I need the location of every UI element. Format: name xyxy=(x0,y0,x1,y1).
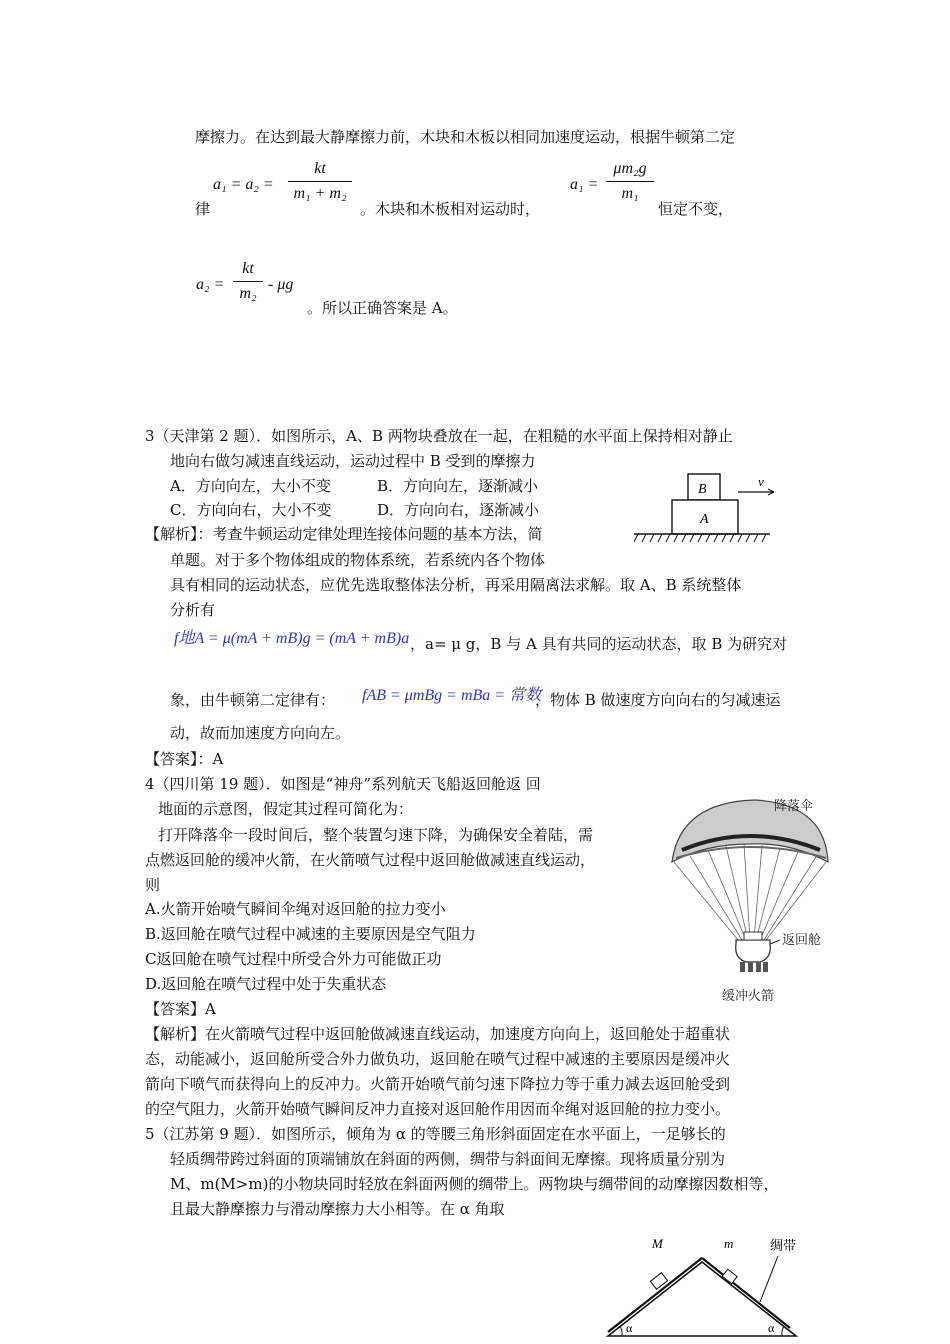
analysis-text: 象，由牛顿第二定律有： xyxy=(170,691,336,709)
question-stem: 3（天津第 2 题）．如图所示，A、B 两物块叠放在一起，在粗糙的水平面上保持相对静止 xyxy=(145,427,733,445)
option-d: D．方向向右，逐渐减小 xyxy=(377,501,540,519)
numerator: kt xyxy=(242,260,254,277)
numerator: μm₂g xyxy=(613,160,647,177)
label-silk-belt: 绸带 xyxy=(770,1239,797,1254)
option-d: D.返回舱在喷气过程中处于失重状态 xyxy=(145,975,387,993)
formula-friction-ground: f地A = μ(mA + mB)g = (mA + mB)a xyxy=(174,630,410,647)
label-block-a: A xyxy=(700,512,709,527)
analysis-text: 【解析】：考查牛顿运动定律处理连接体问题的基本方法，简 xyxy=(145,525,543,543)
label-velocity: v xyxy=(758,474,764,489)
analysis-text: 具有相同的运动状态，应优先选取整体法分析，再采用隔离法求解。取 A、B 系统整体 xyxy=(170,576,742,594)
question-stem: 点燃返回舱的缓冲火箭，在火箭喷气过程中返回舱做减速直线运动， xyxy=(145,851,596,869)
analysis-text: 态，动能减小，返回舱所受合外力做负功，返回舱在喷气过程中减速的主要原因是缓冲火 xyxy=(145,1050,731,1068)
denominator: m₁ + m₂ xyxy=(293,185,347,202)
option-c: C返回舱在喷气过程中所受合外力可能做正功 xyxy=(145,950,442,968)
question-stem: 打开降落伞一段时间后，整个装置匀速下降，为确保安全着陆，需 xyxy=(158,826,594,844)
equation-lhs: a₁ = xyxy=(570,176,599,193)
blocks-figure xyxy=(634,466,774,550)
analysis-text: ，物体 B 做速度方向向右的匀减速运 xyxy=(535,691,781,709)
label-angle-right: α xyxy=(768,1321,775,1335)
question-stem: 4（四川第 19 题）．如图是“神舟”系列航天飞船返回舱返 回 xyxy=(145,775,541,793)
denominator: m₁ xyxy=(621,185,639,202)
question-stem: 且最大静摩擦力与滑动摩擦力大小相等。在 α 角取 xyxy=(170,1200,505,1218)
numerator: kt xyxy=(314,160,326,177)
option-a: A．方向向左，大小不变 xyxy=(170,477,331,495)
text-line: 律 xyxy=(195,200,211,218)
analysis-text: ，a= μ g，B 与 A 具有共同的运动状态，取 B 为研究对 xyxy=(410,635,788,653)
question-stem: 地面的示意图，假定其过程可简化为： xyxy=(158,800,414,818)
text-line: 摩擦力。在达到最大静摩擦力前，木块和木板以相同加速度运动，根据牛顿第二定 xyxy=(195,128,736,146)
question-stem: 地向右做匀减速直线运动，运动过程中 B 受到的摩擦力 xyxy=(170,452,536,470)
equation-lhs: a₂ = xyxy=(196,276,225,293)
text-line: 恒定不变， xyxy=(658,200,734,218)
question-stem: M、m(M>m)的小物块同时轻放在斜面两侧的绸带上。两物块与绸带间的动摩擦因数相等， xyxy=(170,1175,779,1193)
label-angle-left: α xyxy=(626,1321,633,1335)
question-stem: 则 xyxy=(145,876,161,894)
label-rocket: 缓冲火箭 xyxy=(722,989,775,1004)
analysis-text: 箭向下喷气而获得向上的反冲力。火箭开始喷气前匀速下降拉力等于重力减去返回舱受到 xyxy=(145,1075,731,1093)
equation-rhs: - μg xyxy=(268,276,294,293)
parachute-figure xyxy=(660,792,840,1008)
analysis-text: 动，故而加速度方向向左。 xyxy=(170,724,351,742)
option-c: C．方向向右，大小不变 xyxy=(170,501,332,519)
label-parachute: 降落伞 xyxy=(774,799,814,814)
denominator: m₂ xyxy=(239,285,257,302)
analysis-text: 单题。对于多个物体组成的物体系统，若系统内各个物体 xyxy=(170,551,546,569)
text-line: 。所以正确答案是 A。 xyxy=(307,299,458,317)
option-b: B．方向向左，逐渐减小 xyxy=(377,477,539,495)
formula-friction-ab: fAB = μmBg = mBa = 常数 xyxy=(362,687,542,704)
question-stem: 5（江苏第 9 题）．如图所示，倾角为 α 的等腰三角形斜面固定在水平面上，一足够长的 xyxy=(145,1125,726,1143)
equation-fraction xyxy=(233,260,263,303)
equation-lhs: a₁ = a₂ = xyxy=(213,176,274,193)
label-mass-big: M xyxy=(652,1236,663,1251)
analysis-text: 的空气阻力，火箭开始喷气瞬间反冲力直接对返回舱作用因而伞绳对返回舱的拉力变小。 xyxy=(145,1100,731,1118)
option-b: B.返回舱在喷气过程中减速的主要原因是空气阻力 xyxy=(145,925,476,943)
answer-text: 【答案】A xyxy=(145,1000,216,1018)
answer-text: 【答案】：A xyxy=(145,750,224,768)
label-capsule: 返回舱 xyxy=(782,933,822,948)
label-mass-small: m xyxy=(724,1236,734,1251)
equation-fraction xyxy=(606,160,654,203)
analysis-text: 【解析】在火箭喷气过程中返回舱做减速直线运动，加速度方向向上，返回舱处于超重状 xyxy=(145,1025,731,1043)
equation-fraction xyxy=(288,160,352,203)
text-line: 。木块和木板相对运动时， xyxy=(360,200,541,218)
analysis-text: 分析有 xyxy=(170,601,216,619)
option-a: A.火箭开始喷气瞬间伞绳对返回舱的拉力变小 xyxy=(145,900,446,918)
label-block-b: B xyxy=(698,482,707,497)
incline-figure xyxy=(600,1232,810,1342)
question-stem: 轻质绸带跨过斜面的顶端铺放在斜面的两侧，绸带与斜面间无摩擦。现将质量分别为 xyxy=(170,1150,726,1168)
